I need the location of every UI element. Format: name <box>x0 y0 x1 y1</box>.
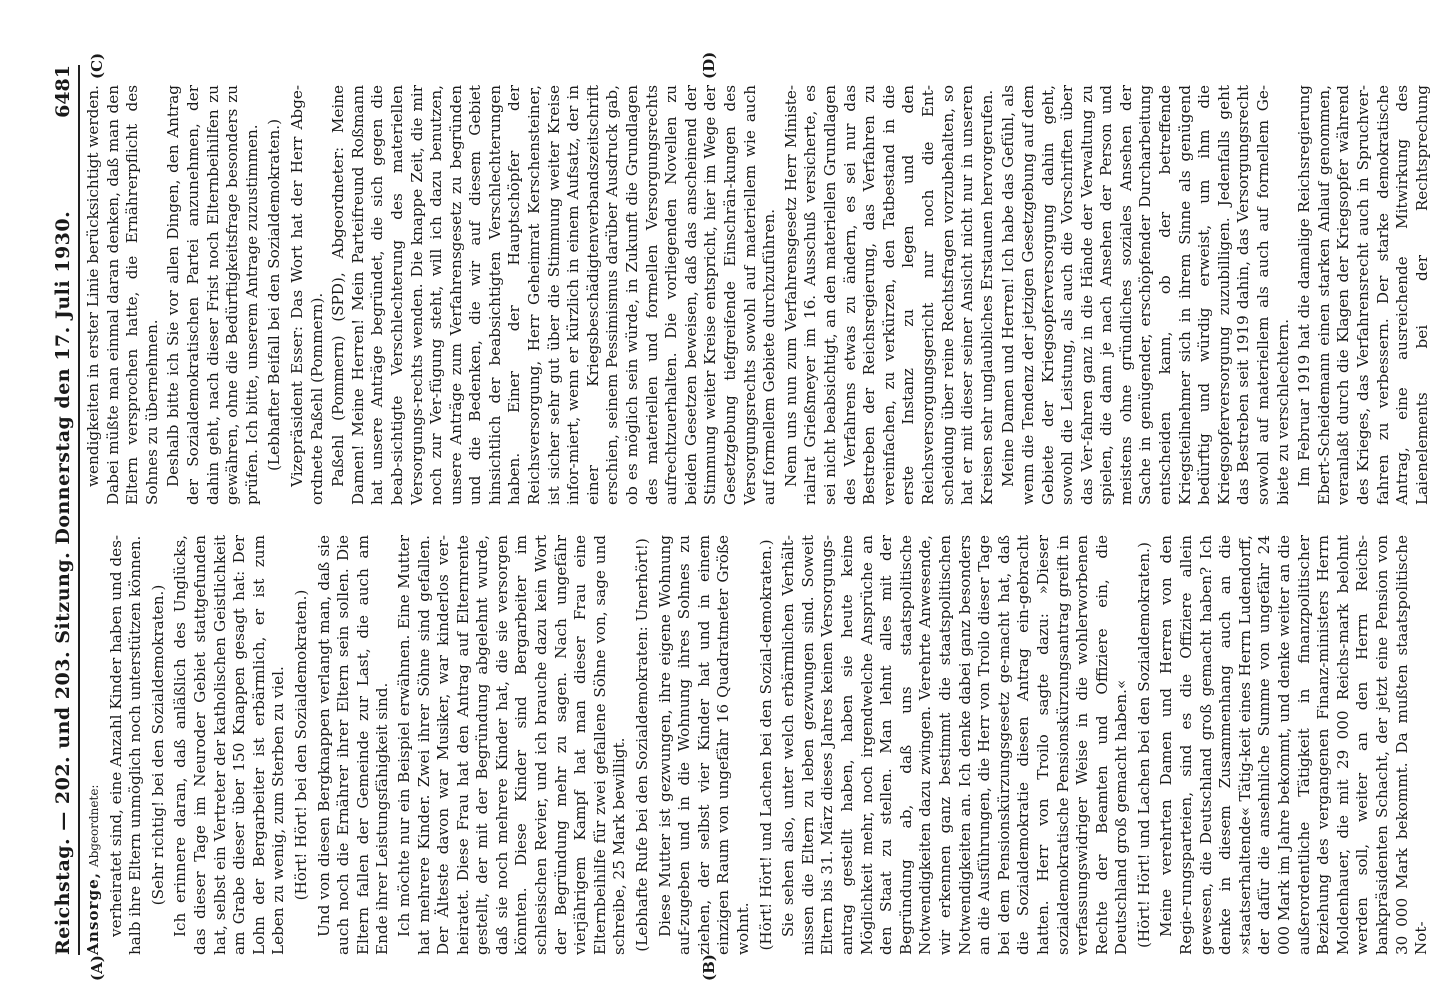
margin-marker-d: (D) <box>700 51 718 79</box>
paragraph: Vizepräsident Esser: Das Wort hat der Herr Abge-ordnete Paßehl (Pommern). <box>287 85 326 505</box>
paragraph: Ich möchte nur ein Beispiel erwähnen. Eine Mutter hat mehrere Kinder. Zwei ihrer Söhne sind gefallen. Der Älteste davon war Musiker, war kinderlos ver-heiratet. Diese Frau hat den Antrag auf Elternrente gestellt, der mit der Begründung abgelehnt wurde, daß sie noch mehrere Kinder hat, die sie versorgen könnten. Diese Kinder sind Bergarbeiter im schlesischen Revier, und ich brauche dazu kein Wort der Begründung mehr zu sagen. Nach ungefähr vierjährigem Kampf hat man dieser Frau eine Elternbeihilfe für zwei gefallene Söhne von, sage und schreibe, 25 Mark bewilligt. <box>394 535 629 955</box>
document-page <box>40 45 1431 981</box>
speaker-note: Abgeordnete: <box>87 784 101 868</box>
paragraph: Im Februar 1919 hat die damalige Reichsregierung Ebert-Scheidemann einen starken Anlauf genommen, veranlaßt durch die Klagen der Kriegsopfer während des Krieges, das Verfahrensrecht auch in Spruchver-fahren zu verbessern. Der starke demokratische Antrag, eine ausreichende Mitwirkung des Laienelements bei der Rechtsprechung <box>1295 85 1431 505</box>
paragraph: Und von diesen Bergknappen verlangt man, daß sie auch noch die Ernährer ihrer Eltern sein sollen. Die Eltern fallen der Gemeinde zur Last, die auch am Ende ihrer Leistungsfähigkeit sind. <box>314 535 392 955</box>
paragraph: Nenn uns nun zum Verfahrensgesetz Herr Ministe-rialrat Grießmeyer im 16. Ausschuß versicherte, es sei nicht beabsichtigt, an den materiellen Grundlagen des Verfahrens etwas zu ändern, es sei nur das Bestreben der Reichsregierung, das Verfahren zu vereinfachen, zu verkürzen, den Tatbestand in die erste Instanz zu legen und den Reichsversorgungsgericht nur noch die Ent-scheidung über reine Rechtsfragen vorzubehalten, so hat er mit dieser seiner Ansicht nicht nur in unseren Kreisen sehr unglaubliches Erstaunen hervorgerufen. <box>781 85 996 505</box>
paragraph: Ich erinnere daran, daß anläßlich des Unglücks, das dieser Tage im Neuroder Gebiet stattgefunden hat, selbst ein Vertreter der katholischen Geistlichkeit am Grabe dieser über 150 Knappen gesagt hat: Der Lohn der Bergarbeiter ist erbärmlich, er ist zum Leben zu wenig, zum Sterben zu viel. <box>171 535 288 955</box>
paragraph: Meine verehrten Damen und Herren von den Regie-rungsparteien, sind es die Offiziere allein gewesen, die Deutschland groß gemacht haben? Ich denke in diesem Zusammenhang auch an die »staatserhaltende« Tätig-keit eines Herrn Ludendorff, der dafür die ansehnliche Summe von ungefähr 24 000 Mark im Jahre bekommt, und denke weiter an die außerordentliche Tätigkeit in finanzpolitischer Beziehung des vergangenen Finanz-ministers Herrn Moldenhauer, die mit 29 000 Reichs-mark belohnt werden soll, weiter an den Herrn Reichs-bankpräsidenten Schacht, der jetzt eine Pension von 30 000 Mark bekommt. Da mußten staatspolitische Not- <box>1157 535 1431 955</box>
paragraph: wendigkeiten in erster Linie berücksichtigt werden. Dabei müßte man einmal daran denken, daß man den Eltern versprochen hatte, die Ernährerpflicht des Sohnes zu übernehmen. <box>84 85 161 505</box>
margin-marker-a: (A) <box>88 955 106 981</box>
interjection: (Hört! Hört! bei den Sozialdemokraten.) <box>291 589 310 901</box>
interjection: (Sehr richtig! bei den Sozialdemokraten.) <box>148 584 167 906</box>
digitization-stamp <box>1412 8 1432 1008</box>
interjection: (Hört! Hört! und Lachen bei den Sozialdemokraten.) <box>1134 542 1153 948</box>
page-header <box>40 65 80 955</box>
speaker-line <box>84 535 105 955</box>
paragraph: Sie sehen also, unter welch erbärmlichen Verhält-nissen die Eltern zu leben gezwungen sind. Soweit Eltern bis 31. März dieses Jahres keinen Versorgungs-antrag gestellt haben, haben sie heute keine Möglichkeit mehr, noch irgendwelche Ansprüche an den Staat zu stellen. Man lehnt alles mit der Begründung ab, daß uns staatspolitische Notwendigkeiten dazu zwingen. Verehrte Anwesende, wir erkennen ganz bestimmt die staatspolitischen Notwendigkeiten an. Ich denke dabei ganz besonders an die Ausführungen, die Herr von Troilo dieser Tage bei dem Pensionskürzungsgesetz ge-macht hat, daß die Sozialdemokratie diesen Antrag ein-gebracht hatten. Herr von Troilo sagte dazu: »Dieser sozialdemokratische Pensionskürzungsantrag greift in verfassungswidriger Weise in die wohlerworbenen Rechte der Beamten und Offiziere ein, die Deutschland groß gemacht haben.« <box>779 535 1131 955</box>
paragraph: Paßehl (Pommern) (SPD), Abgeordneter: Meine Damen! Meine Herren! Mein Parteifreund Roßmann hat unsere Anträge begründet, die sich gegen die beab-sichtigte Verschlechterung des materiellen Versorgungs-rechts wenden. Die knappe Zeit, die mir noch zur Ver-fügung steht, will ich dazu benutzen, unsere Anträge zum Verfahrensgesetz zu begründen und die Bedenken, die wir auf diesem Gebiet hinsichtlich der beabsichtigten Verschlechterungen haben. Einer der Hauptschöpfer der Reichsversorgung, Herr Geheimrat Kerschensteiner, ist sicher sehr gut über die Stimmung weiter Kreise infor-miert, wenn er kürzlich in einem Aufsatz, der in einer Kriegsbeschädigtenverbandszeitschrift erschien, seinem Pessimismus darüber Ausdruck gab, ob es möglich sein würde, in Zukunft die Grundlagen des materiellen und formellen Versorgungsrechts aufrechtzuerhalten. Die vorliegenden Novellen zu beiden Gesetzen beweisen, daß das anscheinend der Stimmung weiter Kreise entspricht, hier im Wege der Gesetzgebung tiefgreifende Einschrän-kungen des Versorgungsrechts sowohl auf materiellem wie auch auf formellem Gebiete durchzuführen. <box>329 85 779 505</box>
paragraph: Meine Damen und Herren! Ich habe das Gefühl, als wenn die Tendenz der jetzigen Gesetzgebung auf dem Gebiete der Kriegsopferversorgung dahin geht, sowohl die Leistung, als auch die Vorschriften über das Ver-fahren ganz in die Hände der Verwaltung zu spielen, die dann je nach Ansehen der Person und meistens ohne gründliches soziales Ansehen der Sache in genügender, erschöpfender Durcharbeitung entscheiden kann, ob der betreffende Kriegsteilnehmer sich in ihrem Sinne als genügend bedürftig und würdig erweist, um ihm die Kriegsopferversorgung zuzubilligen. Jedenfalls geht das Bestreben seit 1919 dahin, das Versorgungsrecht sowohl auf materiellem als auch auf formellem Ge-biete zu verschlechtern. <box>999 85 1292 505</box>
paragraph: Deshalb bitte ich Sie vor allen Dingen, den Antrag der Sozialdemokratischen Partei anzunehmen, der dahin geht, nach dieser Frist noch Elternbeihilfen zu gewähren, ohne die Bedürftigkeitsfrage besonders zu prüfen. Ich bitte, unserem Antrage zuzustimmen. <box>164 85 261 505</box>
right-column <box>84 85 1434 505</box>
page-title: Reichstag. — 202. und 203. Sitzung. Donnerstag den 17. Juli 1930. <box>52 210 74 955</box>
interjection: (Lebhafte Rufe bei den Sozialdemokraten: Unerhört!) <box>633 538 652 952</box>
margin-marker-c: (C) <box>88 52 106 79</box>
left-column <box>84 535 1434 955</box>
paragraph: verheiratet sind, eine Anzahl Kinder haben und des-halb ihre Eltern unmöglich noch unterstützen können. <box>106 534 145 955</box>
page-number: 6481 <box>52 65 74 118</box>
speaker-name: Ansorge, <box>84 871 102 955</box>
interjection: (Lebhafter Beifall bei den Sozialdemokraten.) <box>265 119 284 472</box>
margin-marker-b: (B) <box>700 954 718 981</box>
paragraph: Diese Mutter ist gezwungen, ihre eigene Wohnung auf-zugeben und in die Wohnung ihres Sohnes zu ziehen, der selbst vier Kinder hat und in einem einzigen Raum von ungefähr 16 Quadratmeter Größe wohnt. <box>655 535 752 955</box>
interjection: (Hört! Hört! und Lachen bei den Sozial-demokraten.) <box>756 539 775 951</box>
